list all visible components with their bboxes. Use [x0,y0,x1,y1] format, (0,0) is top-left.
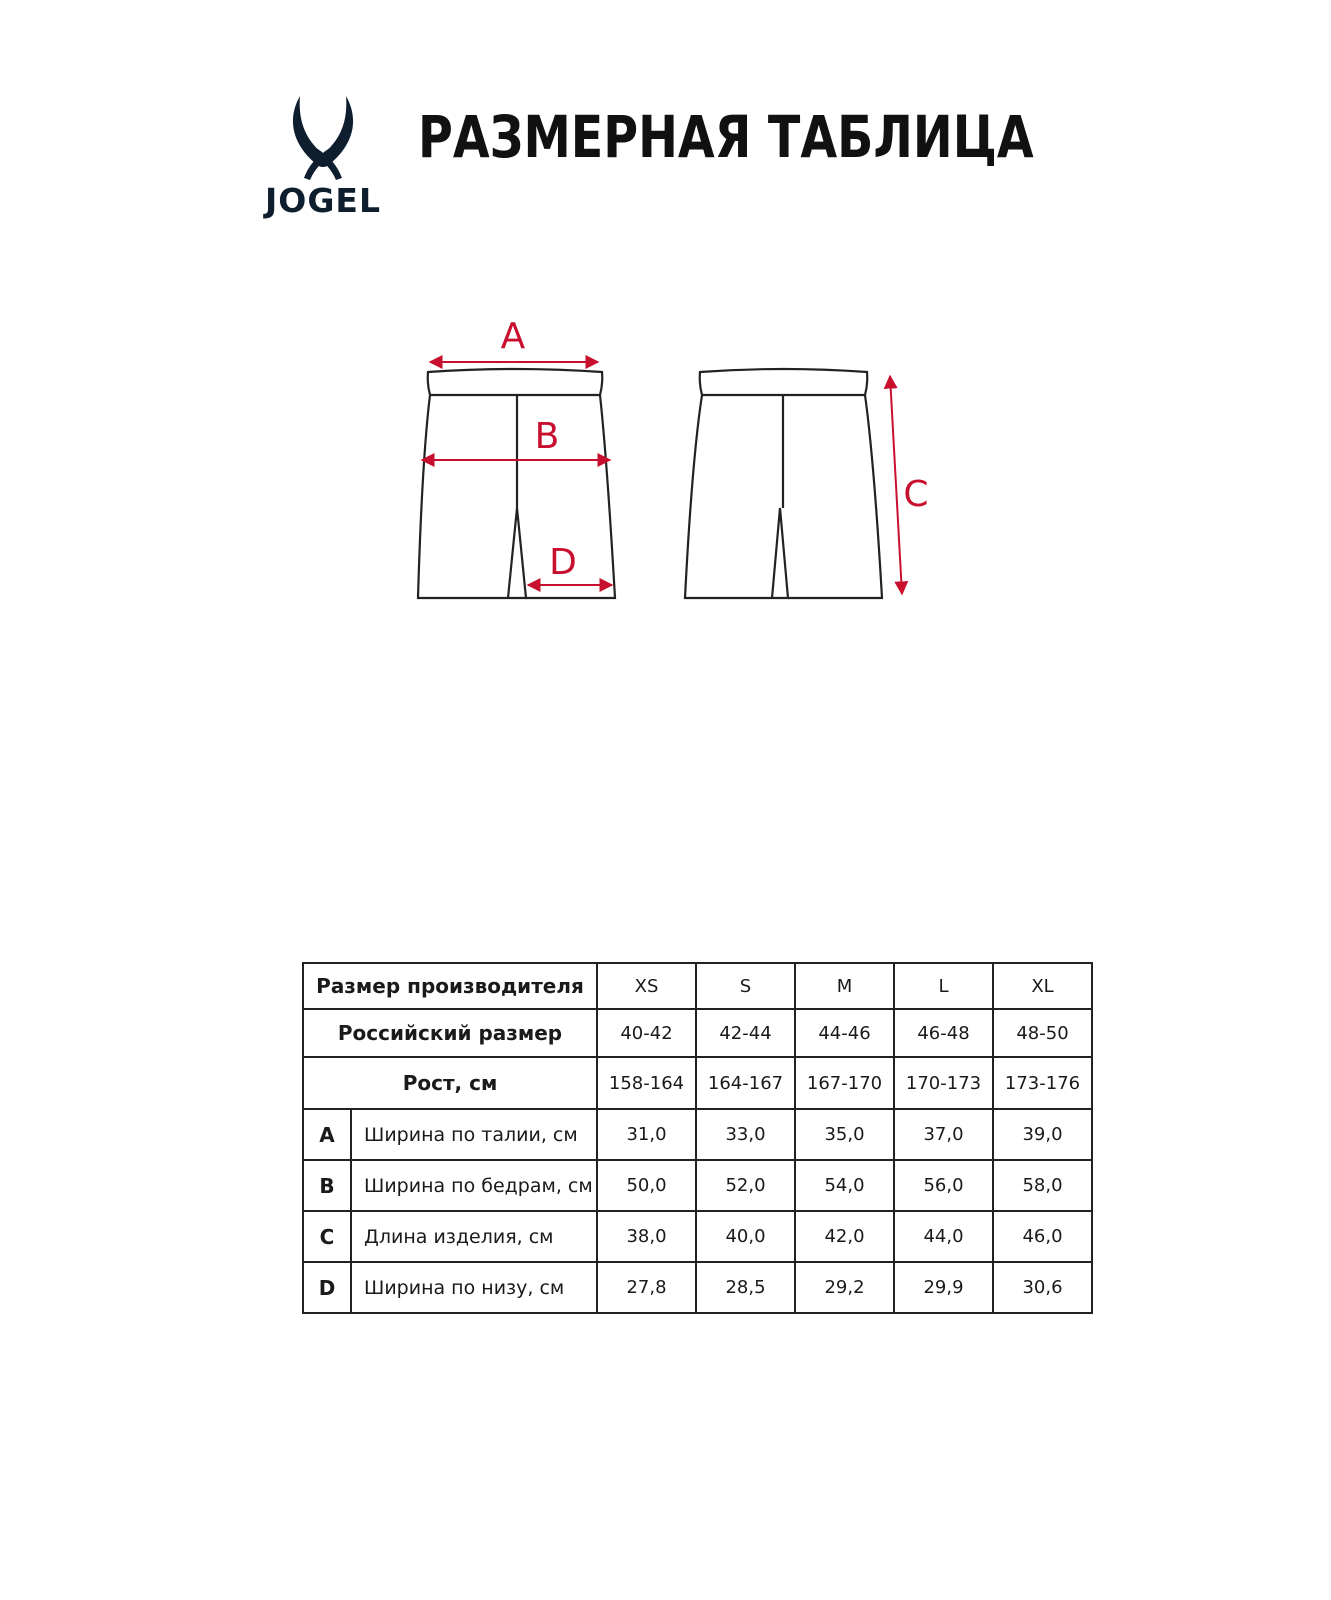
measurement-value: 40,0 [696,1211,795,1262]
height-cell: 170-173 [894,1057,993,1109]
measurement-value: 27,8 [597,1262,696,1313]
measurement-value: 37,0 [894,1109,993,1160]
measurement-letter: C [303,1211,351,1262]
size-cell: S [696,963,795,1009]
label-c: C [903,474,929,515]
size-cell: XL [993,963,1092,1009]
height-cell: 173-176 [993,1057,1092,1109]
height-cell: 167-170 [795,1057,894,1109]
measurement-value: 52,0 [696,1160,795,1211]
measurement-value: 31,0 [597,1109,696,1160]
russian-size-cell: 42-44 [696,1009,795,1057]
measurement-value: 50,0 [597,1160,696,1211]
measurement-value: 39,0 [993,1109,1092,1160]
measurement-value: 35,0 [795,1109,894,1160]
measurement-value: 38,0 [597,1211,696,1262]
table-row-manufacturer [303,963,1092,1009]
brand-logo [248,92,398,232]
height-label: Рост, см [303,1057,597,1109]
russian-size-cell: 40-42 [597,1009,696,1057]
measurement-value: 29,9 [894,1262,993,1313]
page-title: РАЗМЕРНАЯ ТАБЛИЦА [418,103,1034,171]
russian-size-cell: 48-50 [993,1009,1092,1057]
label-b: B [534,416,560,457]
measurement-letter: A [303,1109,351,1160]
shorts-measurement-diagram [400,300,940,620]
measurement-letter: D [303,1262,351,1313]
front-shorts-outline [418,369,615,598]
size-cell: M [795,963,894,1009]
measurement-value: 30,6 [993,1262,1092,1313]
russian-size-label: Российский размер [303,1009,597,1057]
table-row-russian [303,1009,1092,1057]
table-row-measurement-a [303,1109,1092,1160]
measurement-value: 54,0 [795,1160,894,1211]
label-d: D [549,542,577,583]
russian-size-cell: 46-48 [894,1009,993,1057]
back-shorts-outline [685,369,882,598]
measure-c-arrow [890,376,902,594]
measurement-value: 28,5 [696,1262,795,1313]
measurement-value: 29,2 [795,1262,894,1313]
size-cell: L [894,963,993,1009]
measurement-letter: B [303,1160,351,1211]
size-cell: XS [597,963,696,1009]
measurement-label: Длина изделия, см [351,1211,597,1262]
height-cell: 158-164 [597,1057,696,1109]
measurement-label: Ширина по низу, см [351,1262,597,1313]
measurement-label: Ширина по бедрам, см [351,1160,597,1211]
size-table [302,962,1093,1314]
table-row-measurement-d [303,1262,1092,1313]
measurement-label: Ширина по талии, см [351,1109,597,1160]
label-a: A [500,316,526,357]
measurement-value: 33,0 [696,1109,795,1160]
brand-name: JOGEL [265,181,381,220]
russian-size-cell: 44-46 [795,1009,894,1057]
measurement-value: 42,0 [795,1211,894,1262]
height-cell: 164-167 [696,1057,795,1109]
table-row-measurement-b [303,1160,1092,1211]
table-row-height [303,1057,1092,1109]
measurement-value: 44,0 [894,1211,993,1262]
measurement-value: 46,0 [993,1211,1092,1262]
measurement-value: 58,0 [993,1160,1092,1211]
jogel-ribbon-logo-icon [248,92,398,182]
table-row-measurement-c [303,1211,1092,1262]
manufacturer-size-label: Размер производителя [303,963,597,1009]
measurement-value: 56,0 [894,1160,993,1211]
